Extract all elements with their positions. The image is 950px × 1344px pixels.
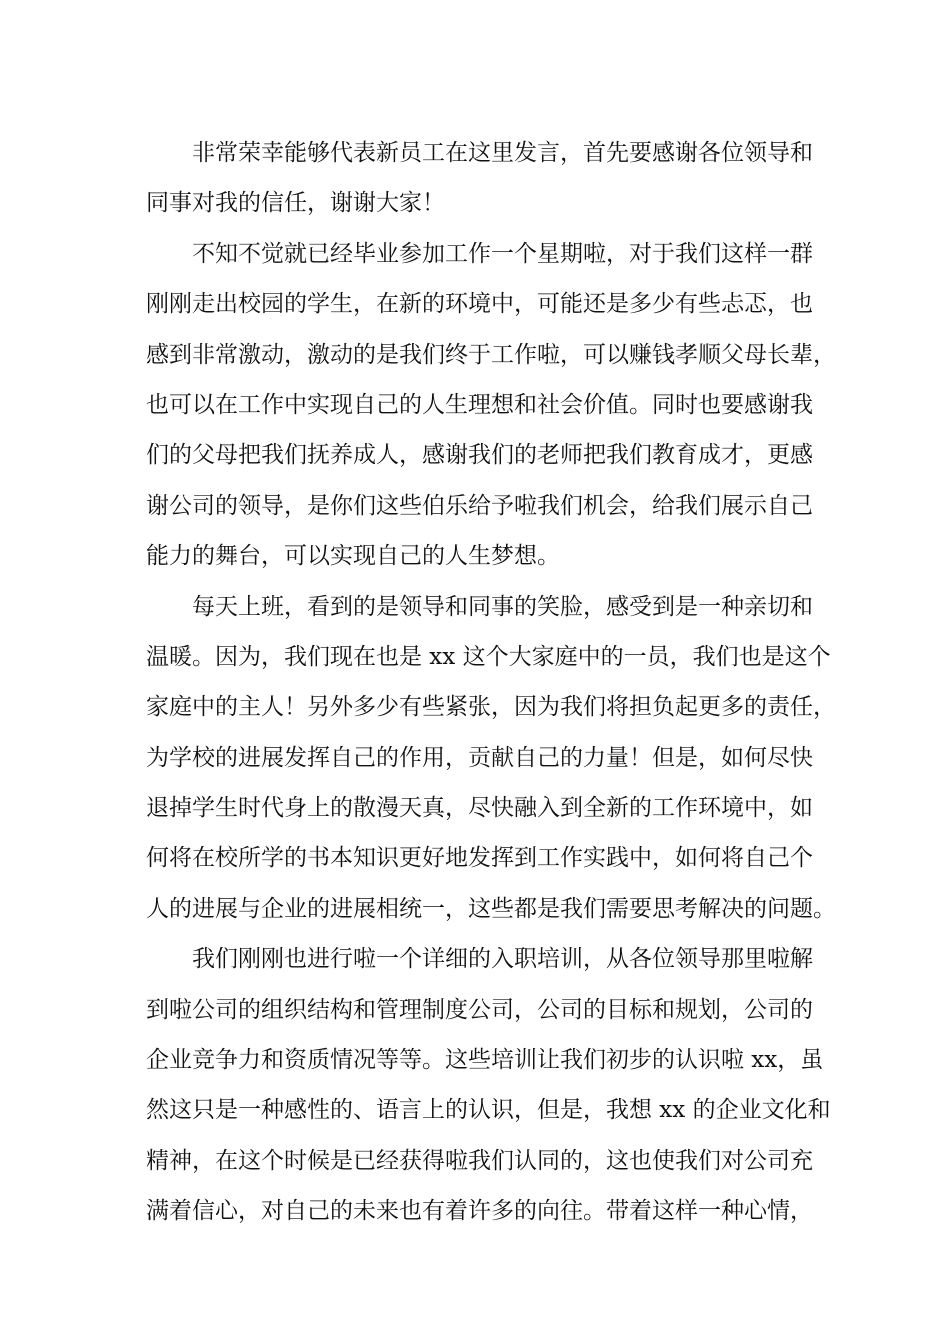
paragraph-3-line-3: 家庭中的主人！另外多少有些紧张，因为我们将担负起更多的责任， (146, 694, 836, 721)
paragraph-2-line-5: 们的父母把我们抚养成人，感谢我们的老师把我们教育成才，更感 (146, 442, 813, 469)
paragraph-1-line-2: 同事对我的信任，谢谢大家！ (146, 190, 445, 217)
paragraph-3-line-4: 为学校的进展发挥自己的作用，贡献自己的力量！但是，如何尽快 (146, 744, 813, 771)
paragraph-3-line-6: 何将在校所学的书本知识更好地发挥到工作实践中，如何将自己个 (146, 845, 813, 872)
paragraph-3-line-5: 退掉学生时代身上的散漫天真，尽快融入到全新的工作环境中，如 (146, 795, 813, 822)
paragraph-2-line-3: 感到非常激动，激动的是我们终于工作啦，可以赚钱孝顺父母长辈， (146, 341, 836, 368)
paragraph-4-line-5: 精神，在这个时候是已经获得啦我们认同的，这也使我们对公司充 (146, 1147, 813, 1174)
paragraph-2-line-4: 也可以在工作中实现自己的人生理想和社会价值。同时也要感谢我 (146, 391, 813, 418)
paragraph-2-line-2: 刚刚走出校园的学生，在新的环境中，可能还是多少有些忐忑，也 (146, 291, 813, 318)
paragraph-2-line-7: 能力的舞台，可以实现自己的人生梦想。 (146, 543, 560, 570)
paragraph-4-line-2: 到啦公司的组织结构和管理制度公司，公司的目标和规划，公司的 (146, 996, 813, 1023)
document-body (146, 128, 836, 1237)
paragraph-3-line-2: 温暖。因为，我们现在也是 xx 这个大家庭中的一员，我们也是这个 (146, 643, 831, 670)
paragraph-2-line-1: 不知不觉就已经毕业参加工作一个星期啦，对于我们这样一群 (192, 240, 813, 267)
paragraph-3-line-7: 人的进展与企业的进展相统一，这些都是我们需要思考解决的问题。 (146, 895, 836, 922)
paragraph-4-line-3: 企业竞争力和资质情况等等。这些培训让我们初步的认识啦 xx，虽 (146, 1047, 824, 1074)
paragraph-3-line-1: 每天上班，看到的是领导和同事的笑脸，感受到是一种亲切和 (192, 593, 813, 620)
paragraph-4-line-6: 满着信心，对自己的未来也有着许多的向往。带着这样一种心情， (146, 1198, 813, 1225)
paragraph-4-line-4: 然这只是一种感性的、语言上的认识，但是，我想 xx 的企业文化和 (146, 1097, 831, 1124)
paragraph-1-line-1: 非常荣幸能够代表新员工在这里发言，首先要感谢各位领导和 (192, 140, 813, 166)
paragraph-2-line-6: 谢公司的领导，是你们这些伯乐给予啦我们机会，给我们展示自己 (146, 492, 813, 519)
paragraph-4-line-1: 我们刚刚也进行啦一个详细的入职培训，从各位领导那里啦解 (192, 946, 813, 973)
